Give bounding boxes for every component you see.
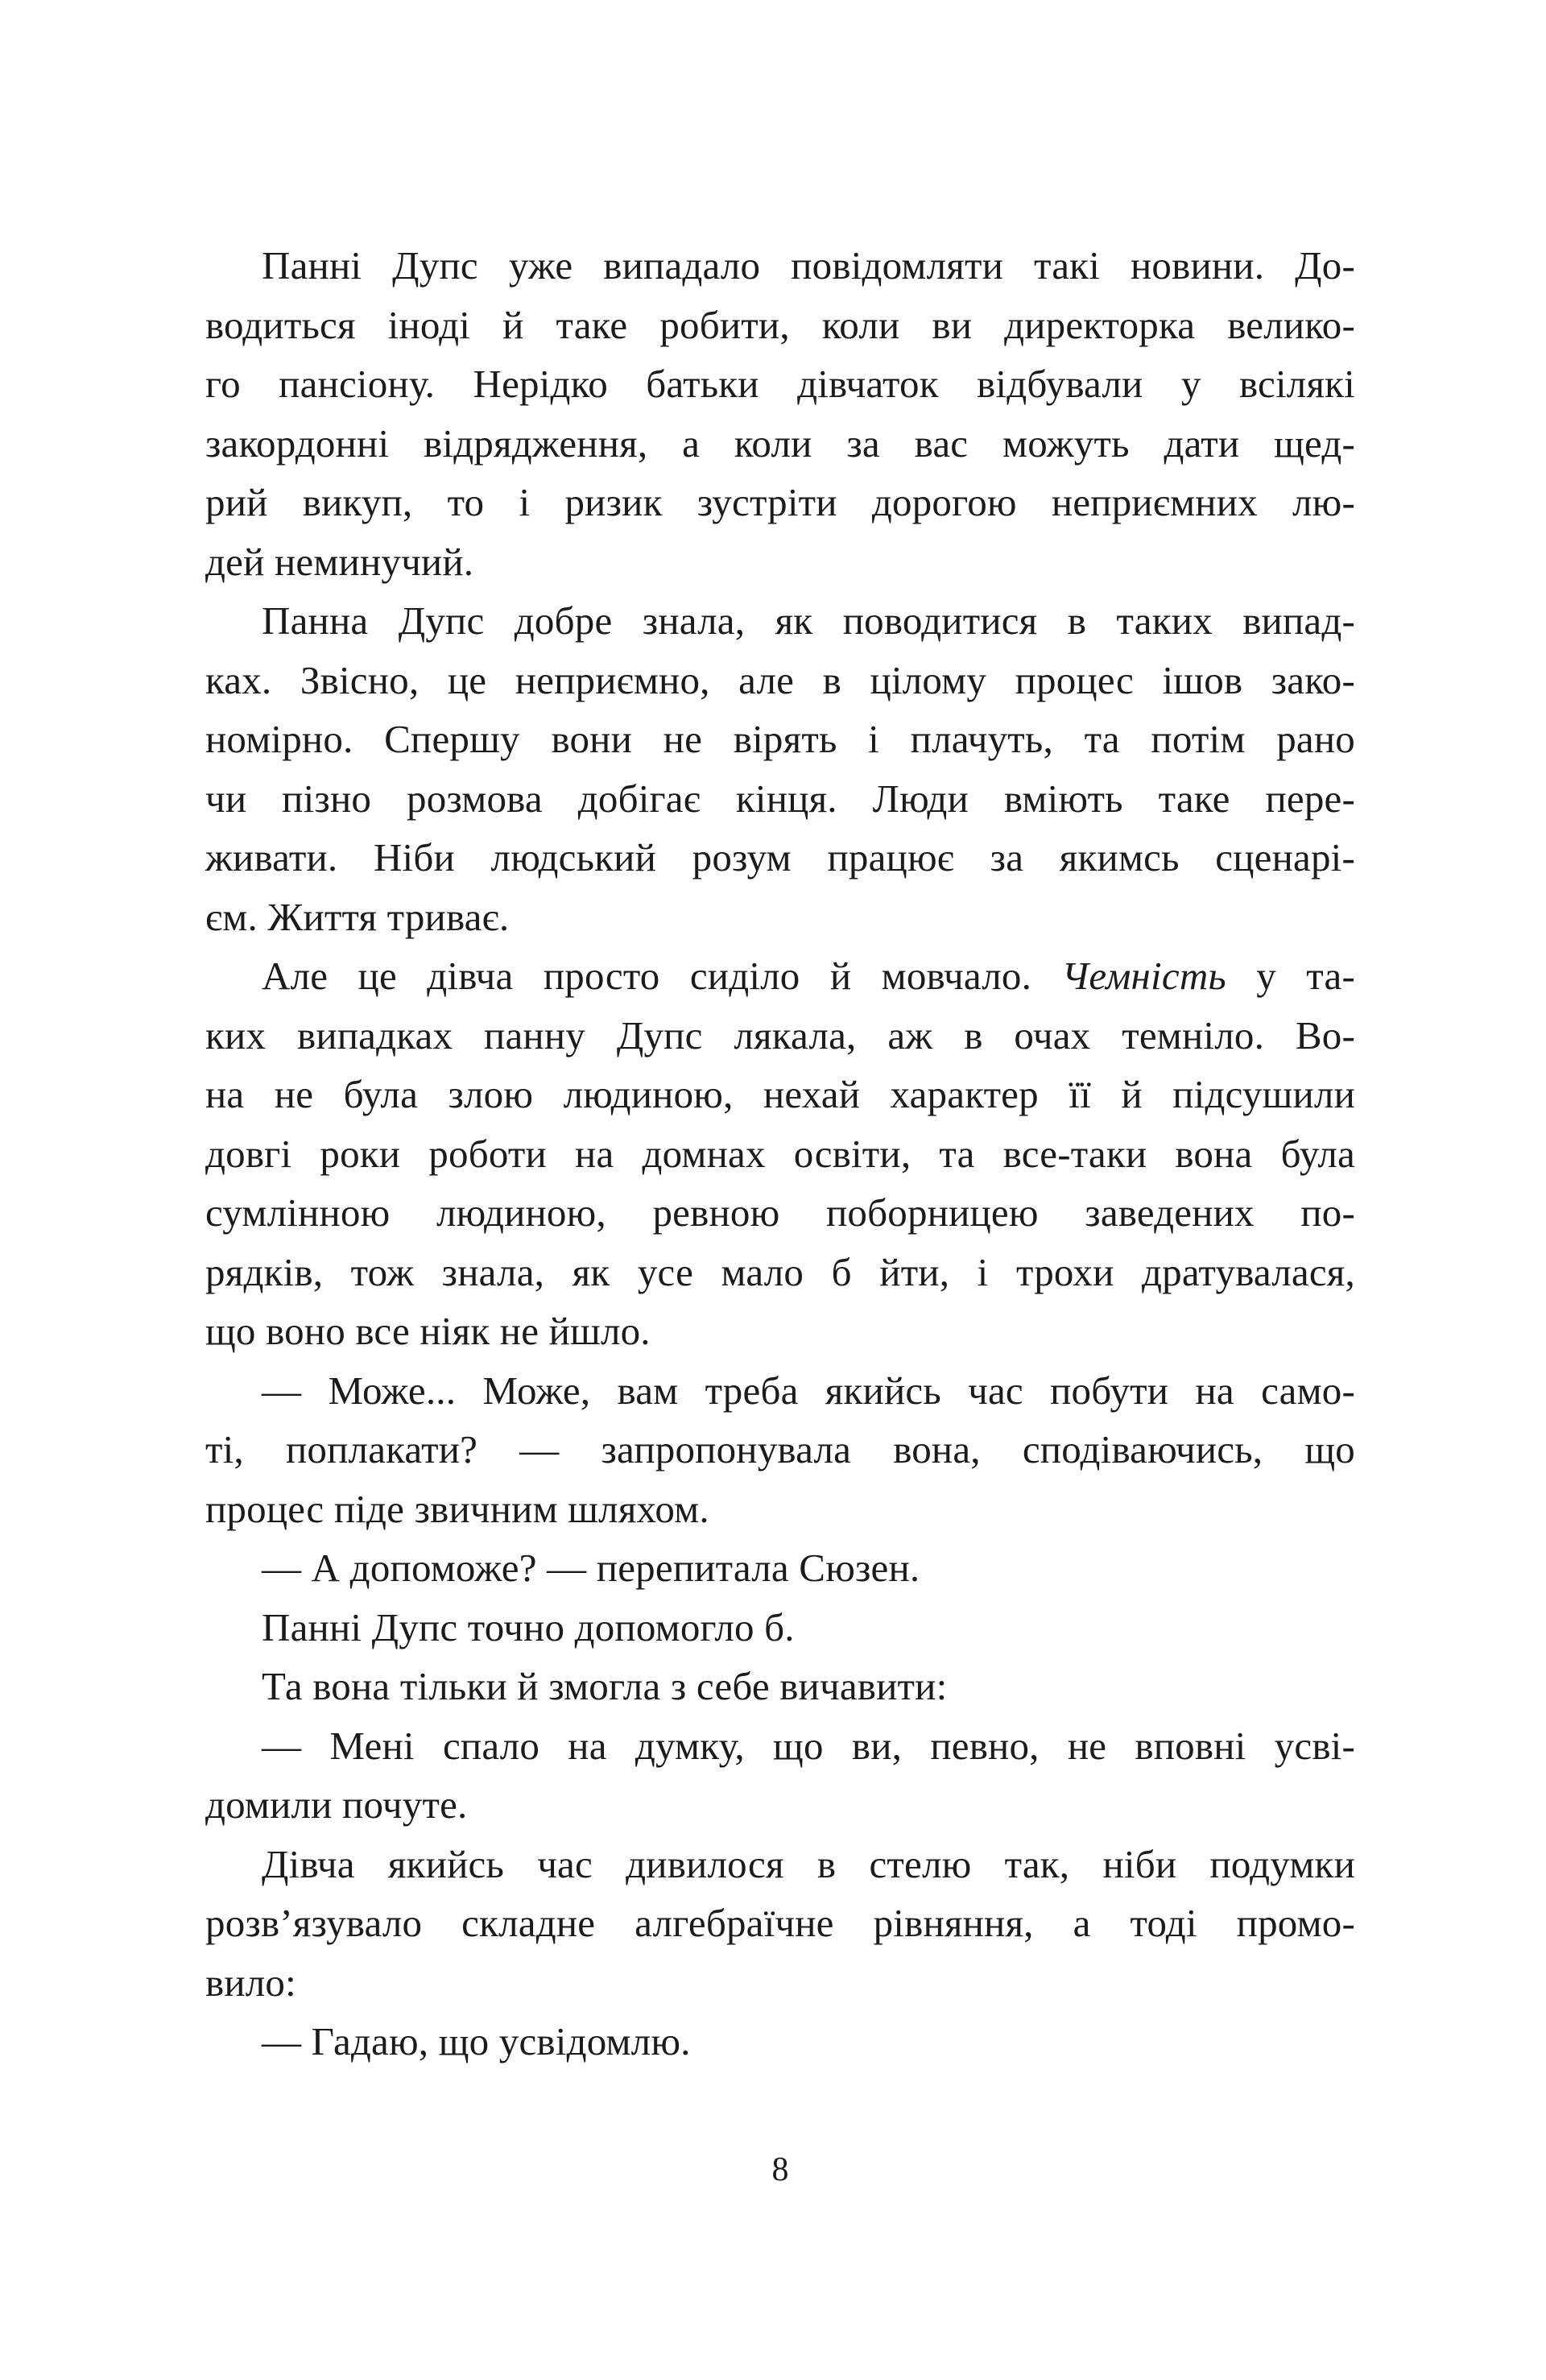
text-line: єм. Життя триває. [205, 894, 510, 939]
paragraph [205, 1361, 1355, 1539]
text-line: водиться іноді й таке робити, коли ви директорка велико- [205, 302, 1355, 347]
text-line: розв’язувало складне алгебраїчне рівняння, а тоді промо- [205, 1901, 1355, 1945]
text-line: живати. Ніби людський розум працює за якимсь сценарі- [205, 835, 1355, 880]
text-block [205, 236, 1355, 2072]
text-line: ті, поплакати? — запропонувала вона, сподіваючись, що [205, 1427, 1355, 1471]
text-line: домили почуте. [205, 1782, 468, 1827]
page-number: 8 [771, 2151, 789, 2188]
text-line: на не була злою людиною, нехай характер її й підсушили [205, 1072, 1355, 1116]
paragraph [205, 1538, 1355, 1598]
text-line: вило: [205, 1960, 296, 2005]
text-line: — А допоможе? — перепитала Сюзен. [262, 1546, 920, 1590]
text-line: Панні Дупс уже випадало повідомляти такі новини. До- [262, 243, 1355, 288]
text-line: — Гадаю, що усвідомлю. [262, 2019, 691, 2063]
paragraph [205, 2012, 1355, 2072]
text-segment: Але це дівча просто сиділо й мовчало. [262, 954, 1062, 998]
text-line: номірно. Спершу вони не вірять і плачуть, та потім рано [205, 717, 1355, 761]
text-line: Панна Дупс добре знала, як поводитися в таких випад- [262, 598, 1355, 643]
text-line: довгі роки роботи на домнах освіти, та все-таки вона була [205, 1131, 1355, 1176]
text-line: процес піде звичним шляхом. [205, 1486, 709, 1531]
text-line: Дівча якийсь час дивилося в стелю так, ніби подумки [262, 1841, 1355, 1886]
paragraph [205, 1835, 1355, 2013]
text-line [205, 946, 1355, 1006]
text-line: ках. Звісно, це неприємно, але в цілому процес ішов зако- [205, 657, 1355, 702]
paragraph [205, 236, 1355, 591]
text-line: сумлінною людиною, ревною поборницею заведених по- [205, 1190, 1355, 1235]
text-line: чи пізно розмова добігає кінця. Люди вміють таке пере- [205, 776, 1355, 821]
text-line: рядків, тож знала, як усе мало б йти, і трохи дратувалася, [205, 1249, 1355, 1294]
text-line: що воно все ніяк не йшло. [205, 1309, 651, 1353]
text-line: ких випадках панну Дупс лякала, аж в очах темніло. Во- [205, 1012, 1355, 1058]
paragraph [205, 946, 1355, 1361]
text-line: — Мені спало на думку, що ви, певно, не вповні усві- [262, 1723, 1355, 1768]
text-line: дей неминучий. [205, 539, 474, 584]
paragraph [205, 1716, 1355, 1835]
text-line: Та вона тільки й змогла з себе вичавити: [262, 1664, 948, 1708]
paragraph [205, 1657, 1355, 1716]
text-line: рий викуп, то і ризик зустріти дорогою неприємних лю- [205, 480, 1355, 524]
emphasized-word: Чемність [1061, 954, 1226, 998]
text-line: закордонні відрядження, а коли за вас можуть дати щед- [205, 420, 1355, 466]
paragraph [205, 591, 1355, 946]
paragraph [205, 1598, 1355, 1658]
text-line: — Може... Може, вам треба якийсь час побути на само- [262, 1368, 1355, 1413]
text-line: го пансіону. Нерідко батьки дівчаток відбували у всілякі [205, 362, 1355, 406]
text-line: Панні Дупс точно допомогло б. [262, 1604, 795, 1649]
text-segment: у та- [1226, 954, 1355, 998]
